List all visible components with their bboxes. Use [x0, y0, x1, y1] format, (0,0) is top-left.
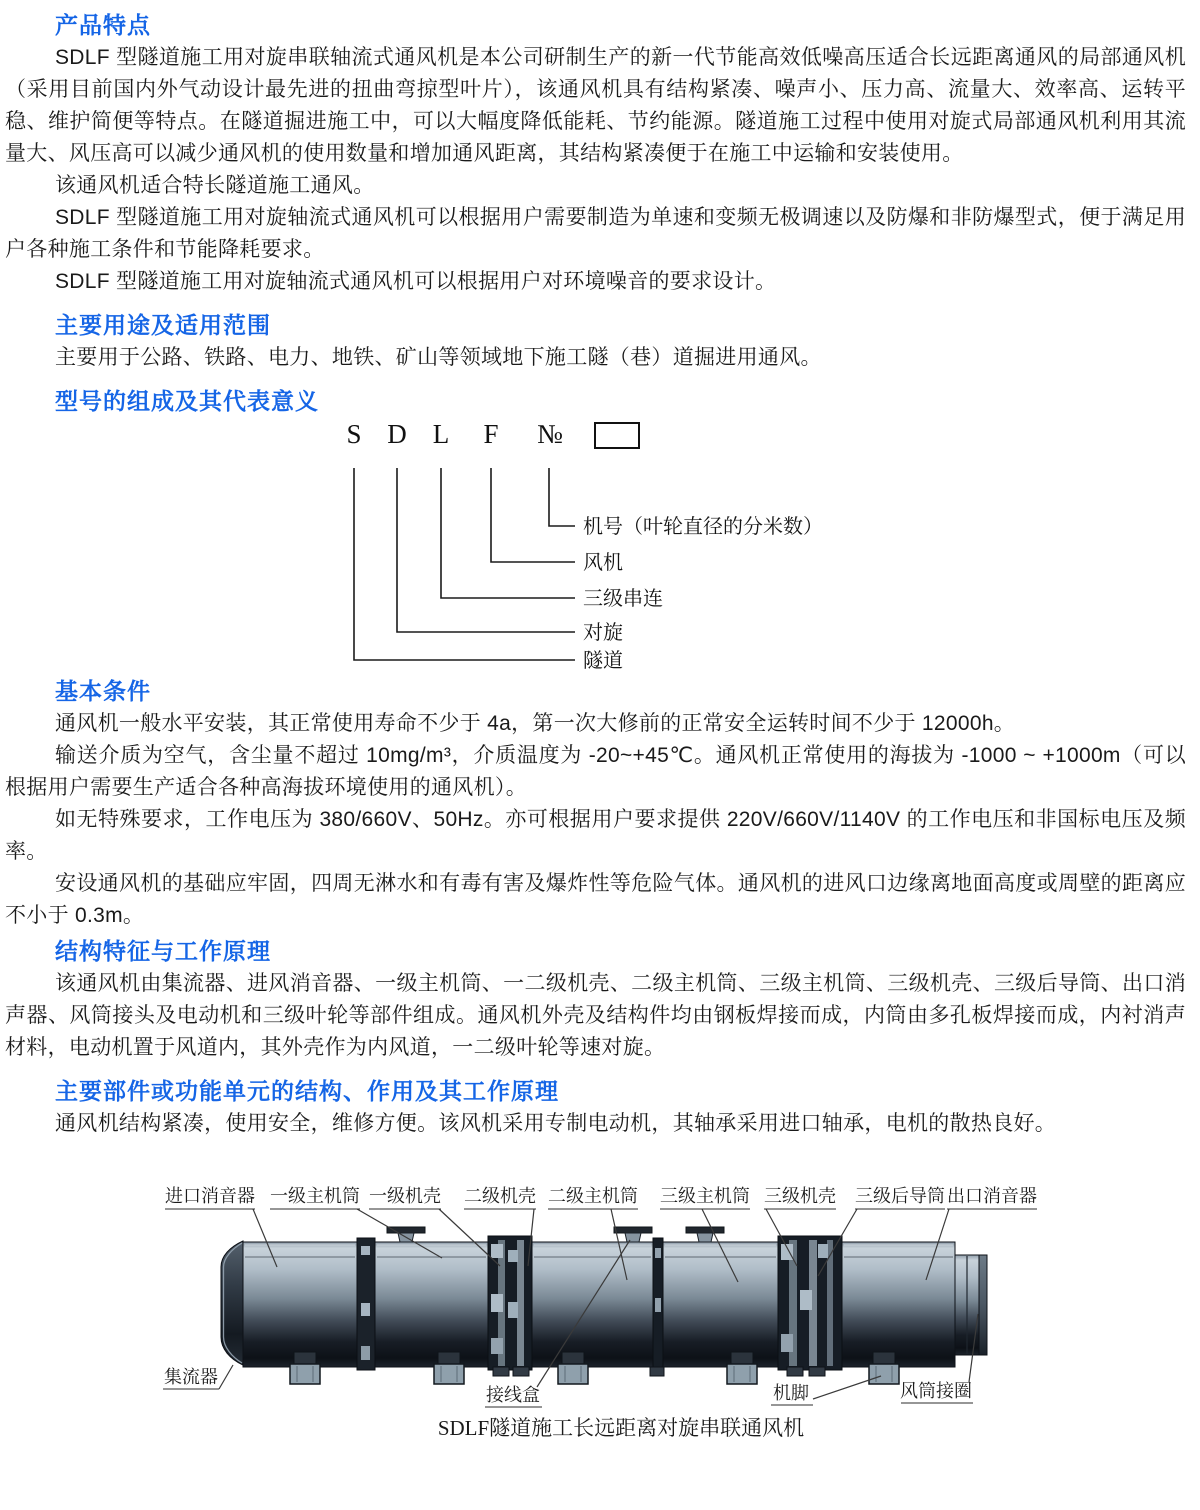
features-paragraph-3: SDLF 型隧道施工用对旋轴流式通风机可以根据用户需要制造为单速和变频无极调速以及防爆和非防爆型式，便于满足用户各种施工条件和节能降耗要求。: [5, 206, 1186, 261]
features-paragraph-1: SDLF 型隧道施工用对旋串联轴流式通风机是本公司研制生产的新一代节能高效低噪高压适合长远距离通风的局部通风机（采用目前国内外气动设计最先进的扭曲弯掠型叶片），该通风机具有结构紧凑、噪声小、压力高、流量大、效率高、运转平稳、维护简便等特点。在隧道掘进施工中，可以大幅度降低能耗、节约能源。隧道施工过程中使用对旋式局部通风机利用其流量大、风压高可以减少通风机的使用数量和增加通风距离，其结构紧凑便于在施工中运输和安装使用。: [5, 46, 1186, 165]
label-stage3-main-tube: 三级主机筒: [660, 1186, 750, 1206]
section-inlet-silencer: [243, 1242, 357, 1367]
model-number-diagram: [5, 416, 1200, 672]
label-stage1-main-tube: 一级主机筒: [270, 1186, 360, 1206]
label-stage3-shell: 三级机壳: [764, 1186, 836, 1206]
usage-paragraph: 主要用于公路、铁路、电力、地铁、矿山等领域地下施工隧（巷）道掘进用通风。: [55, 346, 822, 369]
label-stage3-guide: 三级后导筒: [855, 1186, 945, 1206]
model-branch-labels: [583, 515, 823, 672]
model-branch-lines: [354, 468, 575, 660]
label-duct-ring: 风筒接圈: [900, 1381, 972, 1401]
fan-body: [221, 1227, 987, 1384]
heading-basic: 基本条件: [55, 678, 151, 704]
label-stage2-shell: 二级机壳: [464, 1186, 536, 1206]
structure-paragraph: 该通风机由集流器、进风消音器、一级主机筒、一二级机壳、二级主机筒、三级主机筒、三级机壳、三级后导筒、出口消声器、风筒接头及电动机和三级叶轮等部件组成。通风机外壳及结构件均由钢板焊接而成，内筒由多孔板焊接而成，内衬消声材料，电动机置于风道内，其外壳作为内风道，一二级叶轮等速对旋。: [5, 972, 1186, 1059]
model-label-contrarotating: 对旋: [583, 622, 623, 644]
figure-caption: SDLF隧道施工长远距离对旋串联通风机: [437, 1416, 805, 1440]
label-junction-box: 接线盒: [486, 1385, 540, 1405]
heading-features: 产品特点: [55, 12, 151, 38]
parts-paragraph: 通风机结构紧凑，使用安全，维修方便。该风机采用专制电动机，其轴承采用进口轴承，电机的散热良好。: [55, 1112, 1057, 1135]
label-machine-foot: 机脚: [773, 1383, 809, 1403]
junction-boxes: [387, 1227, 724, 1242]
section-outlet-silencer: [842, 1242, 955, 1367]
model-label-threestage: 三级串连: [583, 588, 663, 610]
basic-paragraph-4: 安设通风机的基础应牢固，四周无淋水和有毒有害及爆炸性等危险气体。通风机的进风口边缘离地面高度或周壁的距离应不小于 0.3m。: [5, 872, 1186, 927]
basic-paragraph-1: 通风机一般水平安装，其正常使用寿命不少于 4a，第一次大修前的正常安全运转时间不少于 12000h。: [55, 712, 1016, 735]
label-stage1-shell: 一级机壳: [369, 1186, 441, 1206]
heading-model: 型号的组成及其代表意义: [55, 388, 319, 414]
model-label-fan: 风机: [583, 552, 623, 574]
features-paragraph-2: 该通风机适合特长隧道施工通风。: [55, 174, 375, 197]
model-label-number: 机号（叶轮直径的分米数）: [583, 516, 823, 538]
basic-paragraph-3: 如无特殊要求，工作电压为 380/660V、50Hz。亦可根据用户要求提供 220V/660V/1140V 的工作电压和非国标电压及频率。: [5, 808, 1186, 863]
label-inlet-silencer: 进口消音器: [165, 1186, 255, 1206]
model-letter-f: F: [483, 419, 499, 449]
label-outlet-silencer: 出口消音器: [947, 1186, 1037, 1206]
features-paragraph-4: SDLF 型隧道施工用对旋轴流式通风机可以根据用户对环境噪音的要求设计。: [55, 270, 777, 293]
model-letter-s: S: [346, 419, 362, 449]
bell-mouth: [221, 1241, 243, 1365]
duct-ring: [955, 1255, 987, 1355]
model-letter-d: D: [387, 419, 407, 449]
heading-parts: 主要部件或功能单元的结构、作用及其工作原理: [55, 1078, 559, 1104]
model-label-tunnel: 隧道: [583, 650, 623, 672]
heading-usage: 主要用途及适用范围: [55, 312, 271, 338]
model-letter-no: №: [537, 419, 563, 449]
fan-assembly-diagram: [5, 1170, 1200, 1482]
section-stage1-casing: [375, 1242, 488, 1367]
model-size-box: [595, 423, 639, 448]
fan-top-labels: [165, 1186, 1037, 1206]
fan-bottom-underlines: [163, 1389, 973, 1407]
label-collector: 集流器: [164, 1367, 218, 1387]
model-letter-l: L: [432, 419, 450, 449]
section-stage2-casing: [532, 1242, 653, 1367]
basic-paragraph-2: 输送介质为空气，含尘量不超过 10mg/m³，介质温度为 -20~+45℃。通风机正常使用的海拔为 -1000 ~ +1000m（可以根据用户需要生产适合各种高海拔环境使用的通风机）。: [5, 744, 1186, 799]
label-stage2-main-tube: 二级主机筒: [548, 1186, 638, 1206]
heading-structure: 结构特征与工作原理: [55, 938, 271, 964]
section-stage3-casing: [663, 1242, 778, 1367]
model-letters: [346, 419, 562, 449]
